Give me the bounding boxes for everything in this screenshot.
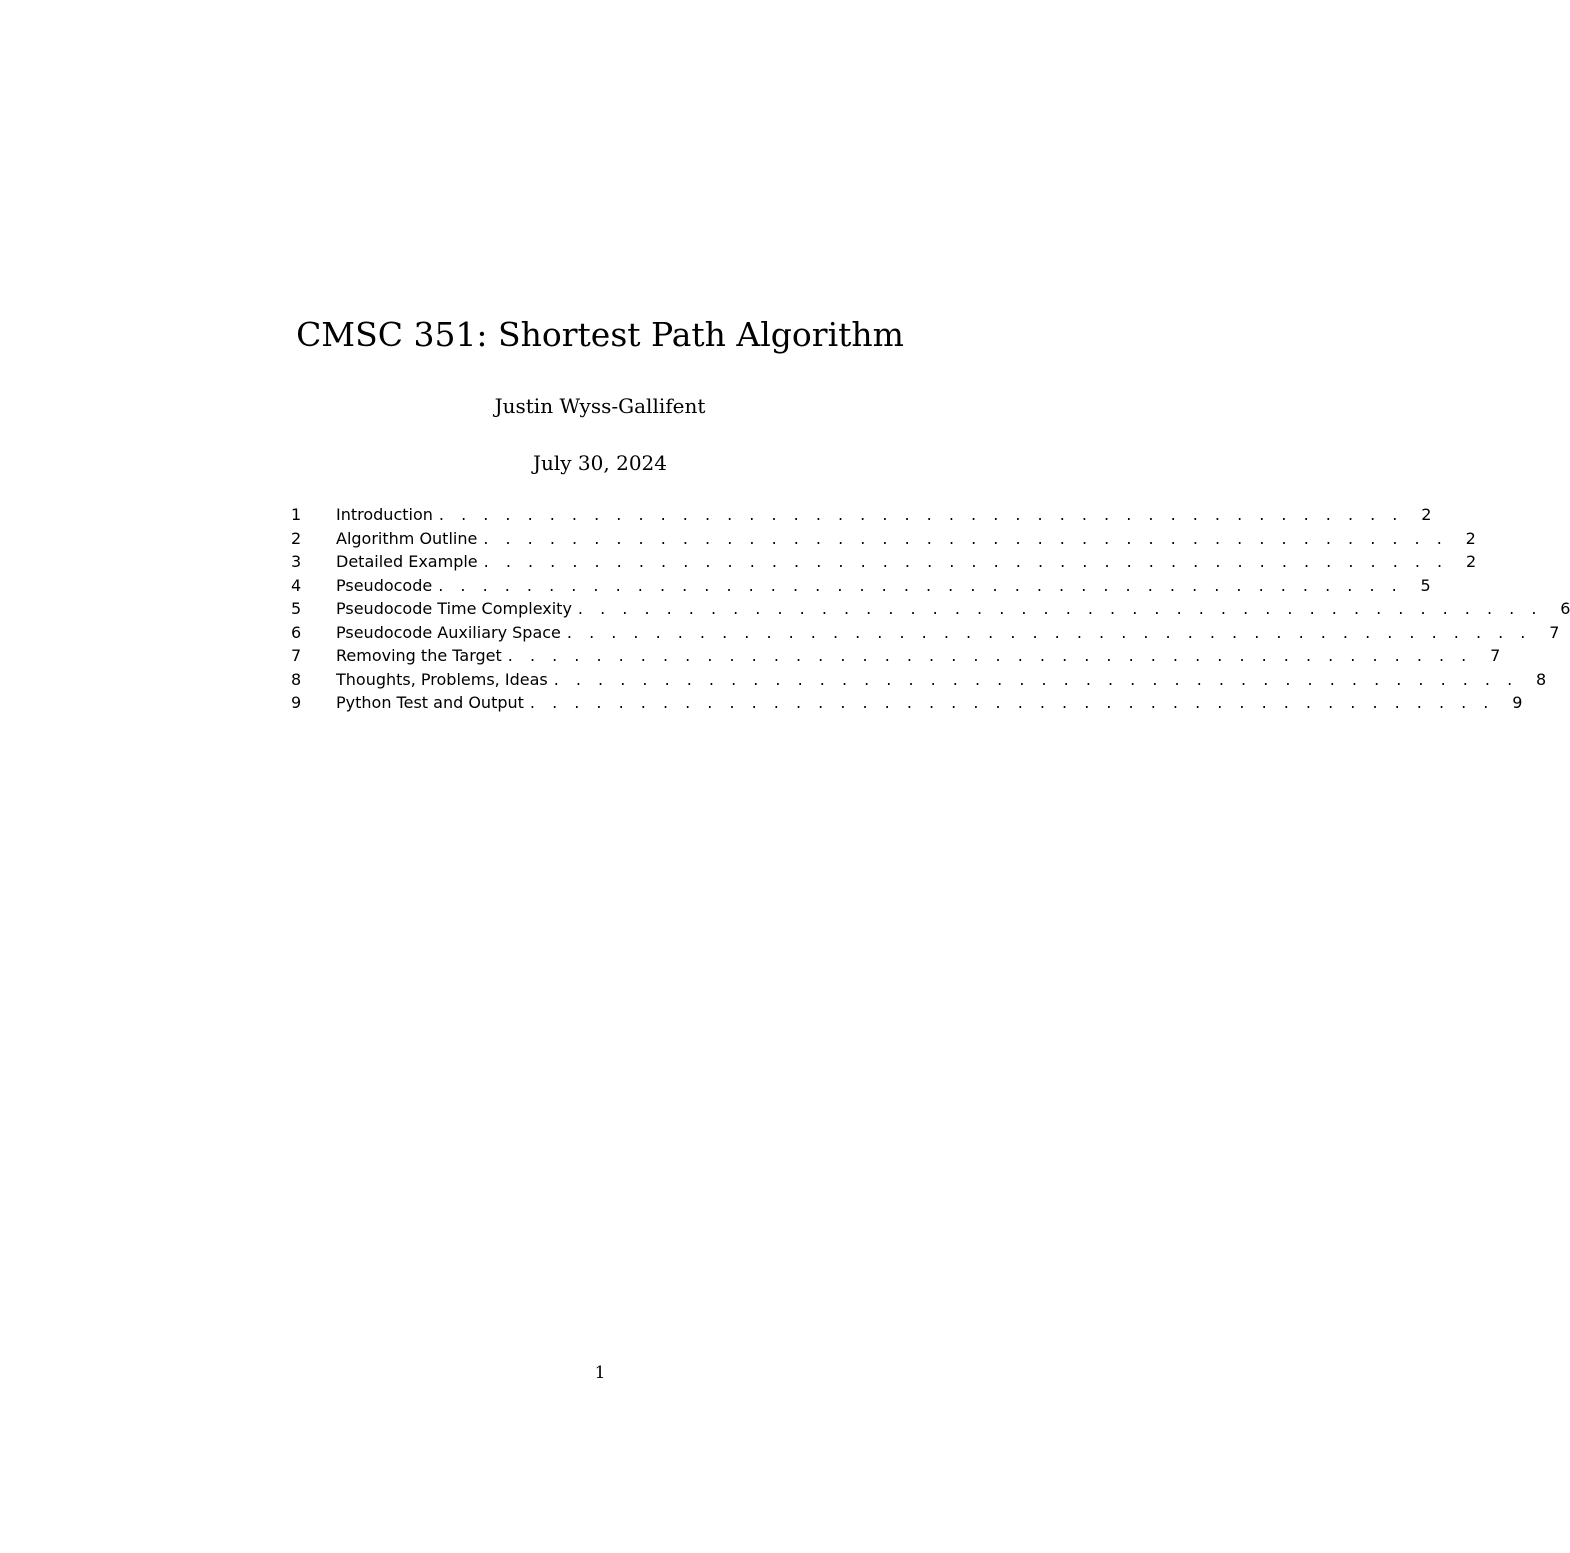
toc-leader-dots: . . . . . . . . . . . . . . . . . . . . . . . . . . . . . . . . . . . . . . . . . . . .: [577, 599, 1543, 618]
page-date: July 30, 2024: [532, 451, 667, 475]
toc-entry-number: 9: [291, 693, 302, 712]
toc-leader-dots: . . . . . . . . . . . . . . . . . . . . . . . . . . . . . . . . . . . . . . . . . . . .: [507, 646, 1473, 665]
page-number: 1: [594, 1363, 606, 1383]
toc-entry-number: 5: [291, 599, 302, 618]
toc-entry-page: 5: [1420, 575, 1431, 595]
toc-entry-page: 7: [1490, 646, 1501, 665]
toc-entry-python-test-and-output[interactable]: [291, 691, 1523, 715]
toc-entry-page: 7: [1549, 622, 1560, 642]
page-title: CMSC 351: Shortest Path Algorithm: [296, 315, 904, 354]
toc-entry-pseudocode-auxiliary-space[interactable]: [291, 621, 1560, 645]
toc-entry-thoughts-problems-ideas[interactable]: [291, 668, 1547, 692]
toc-entry-title: Pseudocode: [336, 574, 438, 598]
toc-entry-title: Detailed Example: [336, 550, 484, 574]
toc-entry-page: 2: [1421, 505, 1432, 524]
toc-entry-title: Removing the Target: [336, 644, 508, 668]
toc-entry-number: 3: [291, 552, 302, 571]
toc-leader-dots: . . . . . . . . . . . . . . . . . . . . . . . . . . . . . . . . . . . . . . . . . . . .: [566, 622, 1532, 642]
toc-entry-number: 2: [291, 528, 302, 548]
toc-entry-page: 9: [1512, 693, 1523, 712]
toc-entry-page: 8: [1536, 669, 1547, 689]
toc-entry-algorithm-outline[interactable]: [291, 527, 1476, 551]
toc-leader-dots: . . . . . . . . . . . . . . . . . . . . . . . . . . . . . . . . . . . . . . . . . . . .: [438, 505, 1404, 524]
toc-entry-page: 6: [1560, 599, 1570, 618]
toc-leader-dots: . . . . . . . . . . . . . . . . . . . . . . . . . . . . . . . . . . . . . . . . . . . .: [483, 528, 1448, 548]
page-author: Justin Wyss-Gallifent: [494, 394, 706, 418]
toc-entry-title: Algorithm Outline: [336, 527, 483, 551]
toc-entry-introduction[interactable]: [291, 503, 1432, 527]
toc-entry-number: 8: [291, 669, 302, 689]
toc-entry-title: Python Test and Output: [336, 691, 530, 715]
toc-entry-page: 2: [1465, 528, 1476, 548]
toc-entry-detailed-example[interactable]: [291, 550, 1477, 574]
toc-entry-pseudocode[interactable]: [291, 574, 1431, 598]
toc-entry-pseudocode-time-complexity[interactable]: [291, 597, 1570, 621]
toc-leader-dots: . . . . . . . . . . . . . . . . . . . . . . . . . . . . . . . . . . . . . . . . . . . .: [438, 575, 1403, 595]
toc-entry-removing-the-target[interactable]: [291, 644, 1501, 668]
toc-leader-dots: . . . . . . . . . . . . . . . . . . . . . . . . . . . . . . . . . . . . . . . . . . . .: [529, 693, 1495, 712]
table-of-contents: [291, 503, 1570, 715]
toc-entry-number: 6: [291, 622, 302, 642]
toc-entry-title: Pseudocode Time Complexity: [336, 597, 578, 621]
toc-leader-dots: . . . . . . . . . . . . . . . . . . . . . . . . . . . . . . . . . . . . . . . . . . . .: [483, 552, 1449, 571]
toc-entry-title: Introduction: [336, 503, 439, 527]
toc-entry-page: 2: [1465, 552, 1477, 571]
toc-entry-title: Pseudocode Auxiliary Space: [336, 621, 567, 645]
toc-entry-number: 1: [291, 505, 302, 524]
toc-leader-dots: . . . . . . . . . . . . . . . . . . . . . . . . . . . . . . . . . . . . . . . . . . . .: [553, 669, 1519, 689]
toc-entry-title: Thoughts, Problems, Ideas: [336, 668, 554, 692]
toc-entry-number: 7: [291, 646, 302, 665]
toc-entry-number: 4: [291, 575, 302, 595]
